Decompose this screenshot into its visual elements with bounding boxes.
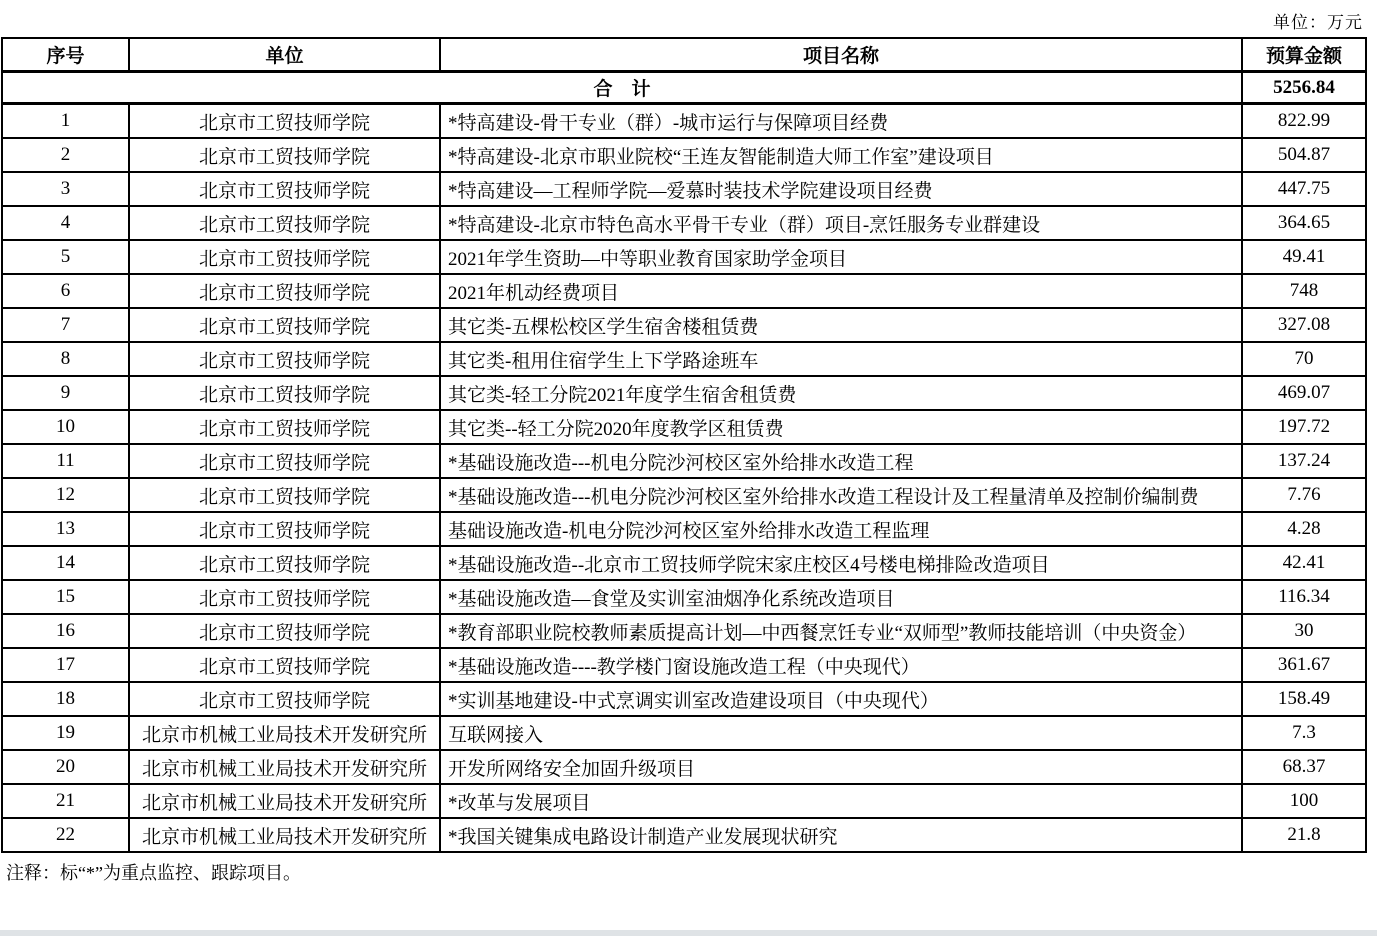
footnote: 注释：标“*”为重点监控、跟踪项目。 [6, 863, 301, 883]
table-row [2, 818, 1366, 852]
table-row [2, 308, 1366, 342]
index-cell: 5 [2, 240, 129, 274]
amount-cell: 4.28 [1242, 512, 1366, 546]
index-cell: 16 [2, 614, 129, 648]
index-cell: 1 [2, 104, 129, 139]
org-cell: 北京市工贸技师学院 [129, 172, 440, 206]
org-cell: 北京市机械工业局技术开发研究所 [129, 784, 440, 818]
column-header-org: 单位 [129, 38, 440, 72]
amount-cell: 70 [1242, 342, 1366, 376]
org-cell: 北京市机械工业局技术开发研究所 [129, 818, 440, 852]
table-row [2, 376, 1366, 410]
amount-cell: 364.65 [1242, 206, 1366, 240]
project-cell: 2021年学生资助—中等职业教育国家助学金项目 [440, 240, 1242, 274]
org-cell: 北京市工贸技师学院 [129, 342, 440, 376]
amount-cell: 21.8 [1242, 818, 1366, 852]
project-cell: 其它类-五棵松校区学生宿舍楼租赁费 [440, 308, 1242, 342]
project-cell: *特高建设-骨干专业（群）-城市运行与保障项目经费 [440, 104, 1242, 139]
table-row [2, 682, 1366, 716]
org-cell: 北京市工贸技师学院 [129, 512, 440, 546]
table-row [2, 546, 1366, 580]
org-cell: 北京市工贸技师学院 [129, 478, 440, 512]
amount-cell: 504.87 [1242, 138, 1366, 172]
index-cell: 6 [2, 274, 129, 308]
table-row [2, 444, 1366, 478]
total-amount: 5256.84 [1242, 72, 1366, 104]
total-label: 合 计 [2, 72, 1242, 104]
table-row [2, 172, 1366, 206]
index-cell: 15 [2, 580, 129, 614]
org-cell: 北京市工贸技师学院 [129, 274, 440, 308]
index-cell: 12 [2, 478, 129, 512]
index-cell: 3 [2, 172, 129, 206]
index-cell: 13 [2, 512, 129, 546]
column-header-amount: 预算金额 [1242, 38, 1366, 72]
index-cell: 22 [2, 818, 129, 852]
amount-cell: 822.99 [1242, 104, 1366, 139]
project-cell: *特高建设-北京市特色高水平骨干专业（群）项目-烹饪服务专业群建设 [440, 206, 1242, 240]
table-row [2, 784, 1366, 818]
index-cell: 17 [2, 648, 129, 682]
column-header-project: 项目名称 [440, 38, 1242, 72]
project-cell: 互联网接入 [440, 716, 1242, 750]
amount-cell: 42.41 [1242, 546, 1366, 580]
index-cell: 18 [2, 682, 129, 716]
table-row [2, 512, 1366, 546]
project-cell: *基础设施改造----教学楼门窗设施改造工程（中央现代） [440, 648, 1242, 682]
org-cell: 北京市工贸技师学院 [129, 410, 440, 444]
org-cell: 北京市工贸技师学院 [129, 308, 440, 342]
column-header-index: 序号 [2, 38, 129, 72]
table-body [2, 72, 1366, 853]
header-row [2, 38, 1366, 72]
amount-cell: 197.72 [1242, 410, 1366, 444]
amount-cell: 748 [1242, 274, 1366, 308]
org-cell: 北京市工贸技师学院 [129, 682, 440, 716]
project-cell: *改革与发展项目 [440, 784, 1242, 818]
table-row [2, 138, 1366, 172]
amount-cell: 158.49 [1242, 682, 1366, 716]
table-row [2, 342, 1366, 376]
amount-cell: 30 [1242, 614, 1366, 648]
project-cell: *我国关键集成电路设计制造产业发展现状研究 [440, 818, 1242, 852]
bottom-strip [0, 930, 1377, 936]
project-cell: 其它类--轻工分院2020年度教学区租赁费 [440, 410, 1242, 444]
org-cell: 北京市工贸技师学院 [129, 546, 440, 580]
table-row [2, 478, 1366, 512]
amount-cell: 327.08 [1242, 308, 1366, 342]
project-cell: *特高建设-北京市职业院校“王连友智能制造大师工作室”建设项目 [440, 138, 1242, 172]
project-cell: *基础设施改造--北京市工贸技师学院宋家庄校区4号楼电梯排险改造项目 [440, 546, 1242, 580]
amount-cell: 68.37 [1242, 750, 1366, 784]
amount-cell: 7.3 [1242, 716, 1366, 750]
budget-table [1, 37, 1367, 853]
index-cell: 7 [2, 308, 129, 342]
org-cell: 北京市机械工业局技术开发研究所 [129, 750, 440, 784]
table-row [2, 614, 1366, 648]
amount-cell: 7.76 [1242, 478, 1366, 512]
project-cell: 基础设施改造-机电分院沙河校区室外给排水改造工程监理 [440, 512, 1242, 546]
amount-cell: 49.41 [1242, 240, 1366, 274]
org-cell: 北京市工贸技师学院 [129, 138, 440, 172]
table-row [2, 274, 1366, 308]
table-row [2, 240, 1366, 274]
table-row [2, 716, 1366, 750]
org-cell: 北京市工贸技师学院 [129, 580, 440, 614]
index-cell: 8 [2, 342, 129, 376]
index-cell: 9 [2, 376, 129, 410]
table-row [2, 410, 1366, 444]
project-cell: *基础设施改造---机电分院沙河校区室外给排水改造工程 [440, 444, 1242, 478]
org-cell: 北京市工贸技师学院 [129, 648, 440, 682]
org-cell: 北京市工贸技师学院 [129, 444, 440, 478]
amount-cell: 469.07 [1242, 376, 1366, 410]
project-cell: 开发所网络安全加固升级项目 [440, 750, 1242, 784]
unit-label: 单位：万元 [1273, 13, 1363, 32]
amount-cell: 100 [1242, 784, 1366, 818]
amount-cell: 137.24 [1242, 444, 1366, 478]
org-cell: 北京市机械工业局技术开发研究所 [129, 716, 440, 750]
index-cell: 20 [2, 750, 129, 784]
amount-cell: 361.67 [1242, 648, 1366, 682]
org-cell: 北京市工贸技师学院 [129, 104, 440, 139]
index-cell: 4 [2, 206, 129, 240]
org-cell: 北京市工贸技师学院 [129, 206, 440, 240]
project-cell: *教育部职业院校教师素质提高计划—中西餐烹饪专业“双师型”教师技能培训（中央资金） [440, 614, 1242, 648]
project-cell: 2021年机动经费项目 [440, 274, 1242, 308]
table-row [2, 580, 1366, 614]
project-cell: *特高建设—工程师学院—爱慕时装技术学院建设项目经费 [440, 172, 1242, 206]
org-cell: 北京市工贸技师学院 [129, 614, 440, 648]
amount-cell: 447.75 [1242, 172, 1366, 206]
index-cell: 21 [2, 784, 129, 818]
project-cell: *实训基地建设-中式烹调实训室改造建设项目（中央现代） [440, 682, 1242, 716]
index-cell: 11 [2, 444, 129, 478]
table-row [2, 648, 1366, 682]
amount-cell: 116.34 [1242, 580, 1366, 614]
table-row [2, 104, 1366, 139]
total-row [2, 72, 1366, 104]
table-row [2, 750, 1366, 784]
index-cell: 2 [2, 138, 129, 172]
table-row [2, 206, 1366, 240]
org-cell: 北京市工贸技师学院 [129, 240, 440, 274]
project-cell: *基础设施改造---机电分院沙河校区室外给排水改造工程设计及工程量清单及控制价编制费 [440, 478, 1242, 512]
index-cell: 10 [2, 410, 129, 444]
org-cell: 北京市工贸技师学院 [129, 376, 440, 410]
index-cell: 19 [2, 716, 129, 750]
project-cell: *基础设施改造—食堂及实训室油烟净化系统改造项目 [440, 580, 1242, 614]
project-cell: 其它类-轻工分院2021年度学生宿舍租赁费 [440, 376, 1242, 410]
project-cell: 其它类-租用住宿学生上下学路途班车 [440, 342, 1242, 376]
index-cell: 14 [2, 546, 129, 580]
